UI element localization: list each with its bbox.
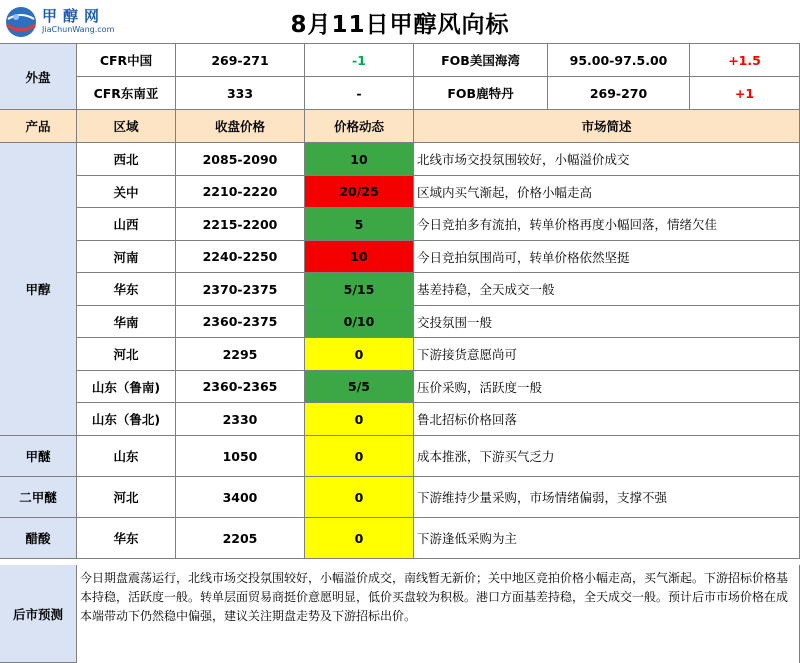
price-change-cell: 0 <box>305 338 414 371</box>
region-cell: 西北 <box>77 143 176 176</box>
market-comment-cell: 北线市场交投氛围较好，小幅溢价成交 <box>414 143 800 176</box>
price-change-cell: 0 <box>305 403 414 436</box>
outer-right-price: 95.00-97.5.00 <box>548 44 690 77</box>
region-cell: 山东 <box>77 436 176 477</box>
region-cell: 山西 <box>77 208 176 241</box>
price-cell: 2205 <box>176 518 305 559</box>
price-cell: 2360-2375 <box>176 306 305 338</box>
outer-right-change: +1 <box>690 77 800 110</box>
outer-right-price: 269-270 <box>548 77 690 110</box>
market-comment-cell: 交投氛围一般 <box>414 306 800 338</box>
header-market-comment: 市场简述 <box>414 110 800 143</box>
price-cell: 2215-2200 <box>176 208 305 241</box>
header-closing-price: 收盘价格 <box>176 110 305 143</box>
market-comment-cell: 今日竞拍多有流拍，转单价格再度小幅回落，情绪欠佳 <box>414 208 800 241</box>
region-cell: 关中 <box>77 176 176 208</box>
price-cell: 2295 <box>176 338 305 371</box>
region-cell: 山东（鲁北) <box>77 403 176 436</box>
product-label: 二甲醚 <box>0 477 77 518</box>
outer-left-price: 333 <box>176 77 305 110</box>
market-comment-cell: 下游维持少量采购，市场情绪偏弱，支撑不强 <box>414 477 800 518</box>
market-comment-cell: 下游逢低采购为主 <box>414 518 800 559</box>
market-comment-cell: 今日竞拍氛围尚可，转单价格依然坚挺 <box>414 241 800 273</box>
outer-right-name: FOB美国海湾 <box>414 44 548 77</box>
outer-left-price: 269-271 <box>176 44 305 77</box>
price-change-cell: 10 <box>305 143 414 176</box>
page-title: 8月11日甲醇风向标 <box>290 12 510 38</box>
price-change-cell: 5/5 <box>305 371 414 403</box>
price-cell: 1050 <box>176 436 305 477</box>
region-cell: 华东 <box>77 273 176 306</box>
price-cell: 2085-2090 <box>176 143 305 176</box>
region-cell: 河北 <box>77 338 176 371</box>
forecast-label: 后市预测 <box>0 565 77 663</box>
market-comment-cell: 下游接货意愿尚可 <box>414 338 800 371</box>
region-cell: 华东 <box>77 518 176 559</box>
outer-right-name: FOB鹿特丹 <box>414 77 548 110</box>
outer-left-name: CFR东南亚 <box>77 77 176 110</box>
price-change-cell: 5 <box>305 208 414 241</box>
logo-url: JiaChunWang.com <box>42 25 115 34</box>
header-region: 区域 <box>77 110 176 143</box>
market-comment-cell: 压价采购，活跃度一般 <box>414 371 800 403</box>
price-cell: 2210-2220 <box>176 176 305 208</box>
outer-left-change: -1 <box>305 44 414 77</box>
market-comment-cell: 基差持稳，全天成交一般 <box>414 273 800 306</box>
price-cell: 3400 <box>176 477 305 518</box>
price-cell: 2330 <box>176 403 305 436</box>
price-cell: 2370-2375 <box>176 273 305 306</box>
product-label: 甲醇 <box>0 143 77 436</box>
price-change-cell: 0 <box>305 477 414 518</box>
region-cell: 山东（鲁南) <box>77 371 176 403</box>
region-cell: 华南 <box>77 306 176 338</box>
market-comment-cell: 鲁北招标价格回落 <box>414 403 800 436</box>
price-change-cell: 20/25 <box>305 176 414 208</box>
price-change-cell: 0 <box>305 436 414 477</box>
price-cell: 2360-2365 <box>176 371 305 403</box>
outer-left-change: - <box>305 77 414 110</box>
price-change-cell: 5/15 <box>305 273 414 306</box>
outer-left-name: CFR中国 <box>77 44 176 77</box>
price-cell: 2240-2250 <box>176 241 305 273</box>
forecast-text: 今日期盘震荡运行，北线市场交投氛围较好，小幅溢价成交，南线暂无新价；关中地区竞拍价格小幅走高，买气渐起。下游招标价格基本持稳，活跃度一般。转单层面贸易商挺价意愿明显，低价买盘较为积极。港口方面基差持稳，全天成交一般。预计后市市场价格在成本端带动下仍然稳中偏强，建议关注期盘走势及下游招标出价。 <box>76 565 800 663</box>
price-change-cell: 0/10 <box>305 306 414 338</box>
product-label: 醋酸 <box>0 518 77 559</box>
price-change-cell: 10 <box>305 241 414 273</box>
outer-market-label: 外盘 <box>0 44 77 110</box>
header-product: 产品 <box>0 110 77 143</box>
header-price-change: 价格动态 <box>305 110 414 143</box>
market-comment-cell: 成本推涨，下游买气乏力 <box>414 436 800 477</box>
region-cell: 河南 <box>77 241 176 273</box>
product-label: 甲醚 <box>0 436 77 477</box>
region-cell: 河北 <box>77 477 176 518</box>
logo-name: 甲醇网 <box>42 7 106 25</box>
outer-right-change: +1.5 <box>690 44 800 77</box>
market-comment-cell: 区域内买气渐起，价格小幅走高 <box>414 176 800 208</box>
price-change-cell: 0 <box>305 518 414 559</box>
